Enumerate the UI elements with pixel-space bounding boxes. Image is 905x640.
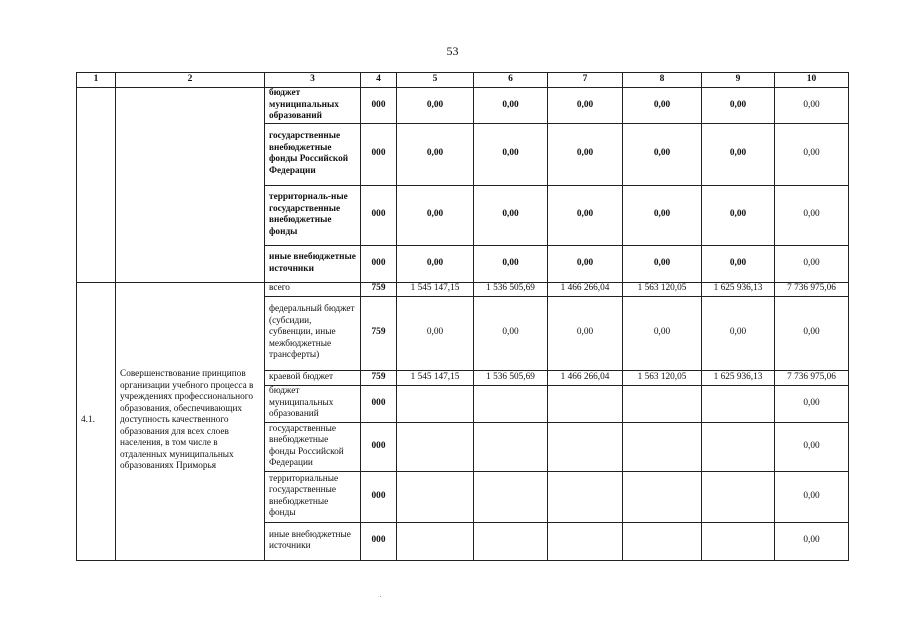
value-cell: 0,00	[474, 296, 548, 370]
value-cell: 0,00	[702, 123, 775, 185]
value-cell: 0,00	[775, 296, 849, 370]
source-cell: всего	[265, 282, 361, 296]
source-cell: бюджет муниципальных образований	[265, 385, 361, 422]
value-cell	[623, 422, 702, 471]
value-cell: 1 563 120,05	[623, 370, 702, 385]
value-cell: 1 545 147,15	[397, 282, 474, 296]
header-cell: 6	[474, 73, 548, 88]
scan-speck	[380, 596, 381, 597]
value-cell: 0,00	[775, 522, 849, 560]
value-cell: 0,00	[474, 123, 548, 185]
value-cell: 0,00	[623, 185, 702, 245]
value-cell	[474, 471, 548, 522]
code-cell: 000	[361, 123, 397, 185]
value-cell	[474, 422, 548, 471]
value-cell: 0,00	[702, 185, 775, 245]
code-cell: 759	[361, 296, 397, 370]
header-cell: 4	[361, 73, 397, 88]
header-cell: 2	[116, 73, 265, 88]
value-cell: 0,00	[775, 88, 849, 124]
value-cell: 0,00	[702, 245, 775, 282]
table-row	[77, 282, 849, 296]
value-cell: 0,00	[397, 296, 474, 370]
value-cell	[702, 422, 775, 471]
value-cell: 0,00	[397, 88, 474, 124]
header-cell: 1	[77, 73, 116, 88]
value-cell: 0,00	[474, 245, 548, 282]
code-cell: 000	[361, 88, 397, 124]
value-cell: 0,00	[397, 185, 474, 245]
value-cell: 7 736 975,06	[775, 370, 849, 385]
value-cell: 0,00	[702, 296, 775, 370]
header-cell: 7	[548, 73, 623, 88]
value-cell: 0,00	[775, 185, 849, 245]
value-cell: 0,00	[775, 471, 849, 522]
code-cell: 000	[361, 385, 397, 422]
value-cell	[397, 385, 474, 422]
page-number: 53	[446, 44, 459, 58]
value-cell: 1 545 147,15	[397, 370, 474, 385]
value-cell: 0,00	[474, 185, 548, 245]
code-cell: 759	[361, 282, 397, 296]
source-cell: иные внебюджетные источники	[265, 522, 361, 560]
source-cell: иные внебюджетные источники	[265, 245, 361, 282]
header-cell: 8	[623, 73, 702, 88]
source-cell: государственные внебюджетные фонды Российской Федерации	[265, 422, 361, 471]
value-cell	[397, 471, 474, 522]
value-cell: 1 466 266,04	[548, 282, 623, 296]
value-cell: 0,00	[397, 245, 474, 282]
value-cell	[702, 385, 775, 422]
value-cell: 0,00	[623, 123, 702, 185]
value-cell: 1 563 120,05	[623, 282, 702, 296]
header-row	[77, 73, 849, 88]
row-index: 4.1.	[77, 282, 116, 560]
code-cell: 000	[361, 522, 397, 560]
source-cell: территориаль-ные государственные внебюджетные фонды	[265, 185, 361, 245]
code-cell: 759	[361, 370, 397, 385]
value-cell: 0,00	[548, 185, 623, 245]
value-cell: 0,00	[775, 422, 849, 471]
value-cell	[548, 422, 623, 471]
measure-name: Совершенствование принципов организации учебного процесса в учреждениях профессионального образования, обеспечивающих доступность качественного образования для всех слоев населения, в том числе в отдаленных муниципальных образованиях Приморья	[116, 282, 265, 560]
source-cell: бюджет муниципальных образований	[265, 88, 361, 124]
value-cell	[623, 522, 702, 560]
value-cell: 1 625 936,13	[702, 282, 775, 296]
code-cell: 000	[361, 185, 397, 245]
value-cell	[397, 522, 474, 560]
value-cell	[702, 471, 775, 522]
value-cell	[548, 471, 623, 522]
value-cell: 1 466 266,04	[548, 370, 623, 385]
header-cell: 9	[702, 73, 775, 88]
value-cell: 0,00	[775, 123, 849, 185]
value-cell: 0,00	[623, 296, 702, 370]
value-cell	[623, 471, 702, 522]
source-cell: федеральный бюджет (субсидии, субвенции, иные межбюджетные трансферты)	[265, 296, 361, 370]
value-cell	[702, 522, 775, 560]
source-cell: краевой бюджет	[265, 370, 361, 385]
value-cell: 0,00	[548, 123, 623, 185]
code-cell: 000	[361, 471, 397, 522]
code-cell: 000	[361, 245, 397, 282]
code-cell: 000	[361, 422, 397, 471]
value-cell: 0,00	[702, 88, 775, 124]
value-cell: 1 625 936,13	[702, 370, 775, 385]
value-cell: 0,00	[623, 245, 702, 282]
budget-table	[76, 72, 849, 561]
value-cell	[623, 385, 702, 422]
value-cell: 1 536 505,69	[474, 370, 548, 385]
source-cell: территориальные государственные внебюджетные фонды	[265, 471, 361, 522]
value-cell: 0,00	[548, 296, 623, 370]
value-cell	[548, 385, 623, 422]
value-cell	[397, 422, 474, 471]
value-cell: 0,00	[548, 245, 623, 282]
source-cell: государственные внебюджетные фонды Российской Федерации	[265, 123, 361, 185]
value-cell	[474, 522, 548, 560]
header-cell: 5	[397, 73, 474, 88]
value-cell: 0,00	[623, 88, 702, 124]
value-cell	[548, 522, 623, 560]
name-cell-empty	[116, 88, 265, 283]
index-cell-empty	[77, 88, 116, 283]
value-cell: 0,00	[474, 88, 548, 124]
value-cell: 7 736 975,06	[775, 282, 849, 296]
value-cell: 0,00	[775, 245, 849, 282]
table-row	[77, 88, 849, 124]
header-cell: 10	[775, 73, 849, 88]
value-cell: 1 536 505,69	[474, 282, 548, 296]
value-cell: 0,00	[775, 385, 849, 422]
value-cell: 0,00	[397, 123, 474, 185]
value-cell	[474, 385, 548, 422]
value-cell: 0,00	[548, 88, 623, 124]
header-cell: 3	[265, 73, 361, 88]
